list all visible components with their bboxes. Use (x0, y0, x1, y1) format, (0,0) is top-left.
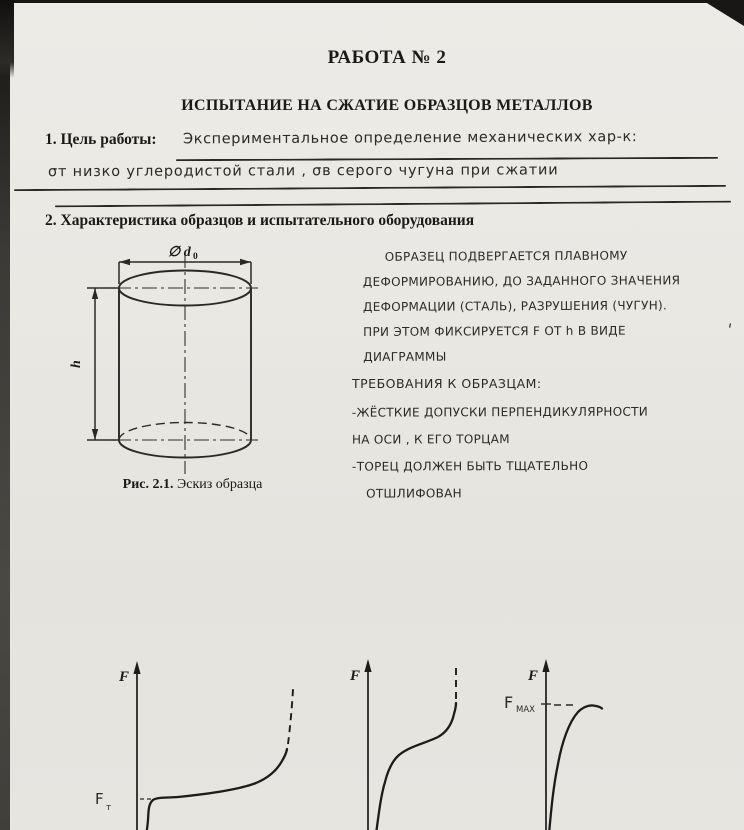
diameter-label: ∅ d (168, 245, 191, 260)
axis-arrow-icon (133, 661, 140, 674)
photo-corner-top-right (702, 0, 744, 26)
yield-force-label: F (95, 790, 104, 808)
page-subtitle: ИСПЫТАНИЕ НА СЖАТИЕ ОБРАЗЦОВ МЕТАЛЛОВ (181, 97, 593, 114)
notes-paragraph (363, 243, 736, 370)
requirement-line: -ЖЁСТКИЕ ДОПУСКИ ПЕРПЕНДИКУЛЯРНОСТИ (351, 404, 649, 420)
note-line: ОБРАЗЕЦ ПОДВЕРГАЕТСЯ ПЛАВНОМУ (384, 248, 628, 264)
height-dimension (87, 288, 119, 440)
max-force-label: F (504, 693, 514, 712)
ruled-line-2 (14, 185, 726, 191)
page-title: РАБОТА № 2 (327, 47, 447, 68)
diameter-label-sub: 0 (193, 252, 198, 262)
stray-pen-mark: ' (725, 319, 734, 340)
diagram-middle (349, 659, 456, 830)
figure-caption (95, 477, 290, 493)
characteristics-section-label: 2. Характеристика образцов и испытательного оборудования (45, 212, 475, 229)
diagram-cast-iron (504, 659, 602, 830)
figure-caption-text: Эскиз образца (173, 477, 263, 492)
figure-caption-number: Рис. 2.1. (122, 477, 174, 492)
steel-curve (146, 749, 287, 830)
ruled-line-1 (176, 157, 718, 161)
f-axis-label: F (350, 668, 361, 684)
requirement-line: ОТШЛИФОВАН (366, 486, 463, 501)
centerlines (90, 253, 258, 474)
requirement-line: -ТОРЕЦ ДОЛЖЕН БЫТЬ ТЩАТЕЛЬНО (352, 458, 589, 474)
steel-curve-dashed-extension (288, 689, 293, 744)
f-axis-label: F (528, 668, 539, 684)
ruled-line-3 (55, 201, 731, 208)
requirement-line: НА ОСИ , К ЕГО ТОРЦАМ (351, 432, 510, 447)
f-axis-label: F (119, 669, 130, 685)
photo-edge-top (0, 0, 744, 3)
requirements-list (352, 398, 737, 507)
requirements-title: ТРЕБОВАНИЯ К ОБРАЗЦАМ: (352, 376, 542, 391)
middle-curve (376, 703, 456, 830)
note-line: ДИАГРАММЫ (363, 349, 447, 364)
yield-force-label-sub: т (106, 803, 112, 813)
axis-arrow-icon (542, 659, 549, 672)
height-label: h (69, 360, 84, 368)
note-line: ПРИ ЭТОМ ФИКСИРУЕТСЯ F ОТ h В ВИДЕ (363, 323, 626, 339)
axis-arrow-icon (364, 659, 371, 672)
specimen-sketch (68, 240, 308, 502)
goal-handwritten-line-2: σт низко углеродистой стали , σв серого чугуна при сжатии (47, 162, 559, 181)
photo-corner-top-left (0, 0, 14, 78)
goal-section-label: 1. Цель работы: (45, 131, 157, 148)
cast-iron-curve (549, 705, 602, 830)
max-force-label-sub: MAX (516, 705, 535, 715)
force-diagrams (0, 652, 744, 830)
note-line: ДЕФОРМИРОВАНИЮ, ДО ЗАДАННОГО ЗНАЧЕНИЯ (362, 273, 681, 289)
goal-handwritten-line-1: Экспериментальное определение механических хар-к: (182, 129, 638, 148)
diagram-steel (95, 661, 293, 830)
note-line: ДЕФОРМАЦИИ (СТАЛЬ), РАЗРУШЕНИЯ (ЧУГУН). (362, 298, 668, 314)
